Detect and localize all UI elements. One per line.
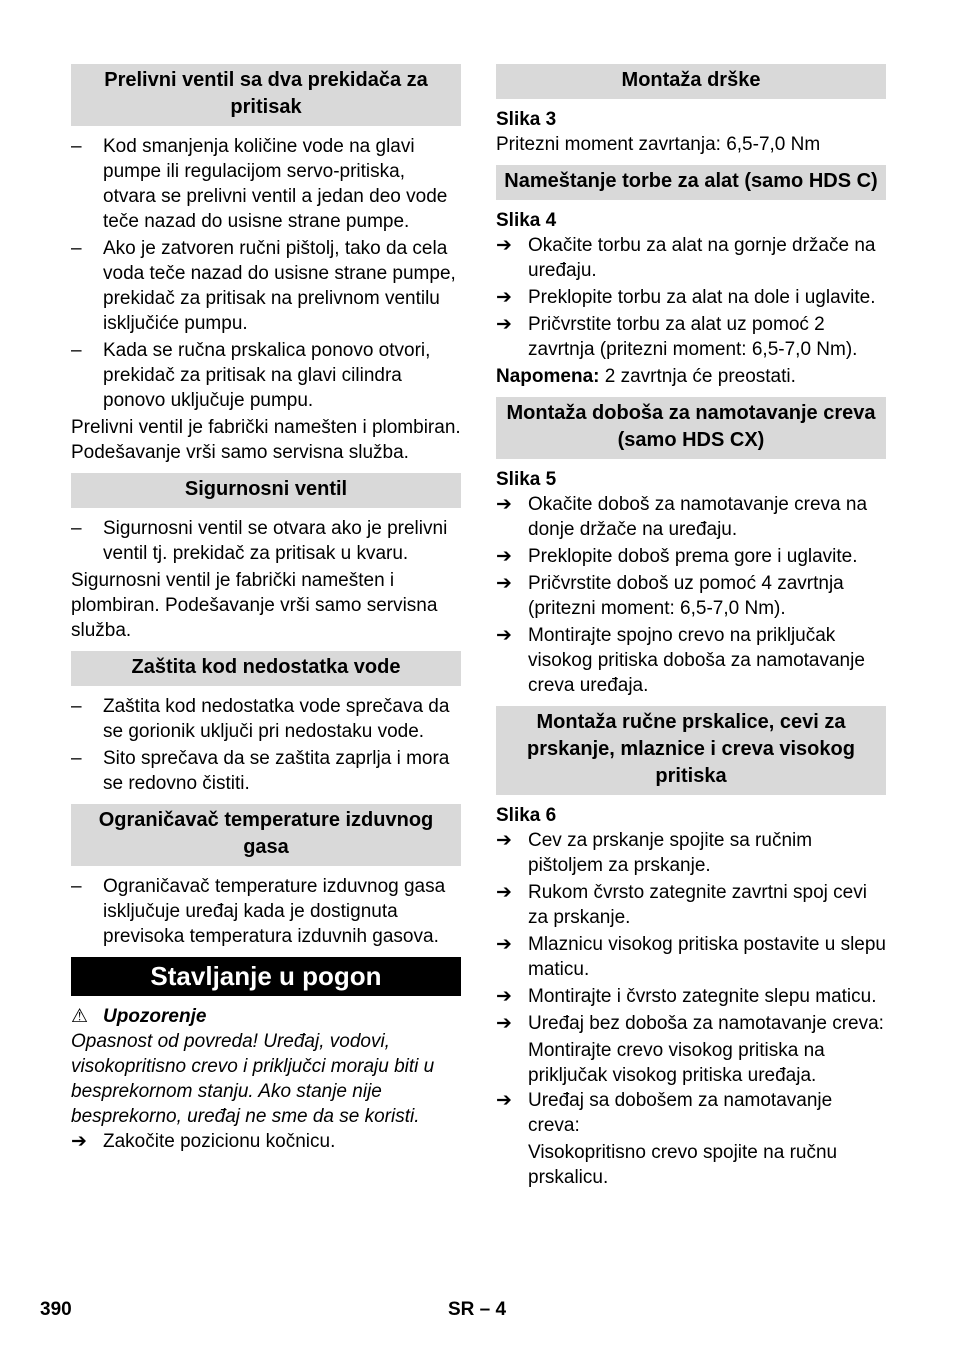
paragraph: Pritezni moment zavrtanja: 6,5-7,0 Nm (496, 134, 821, 155)
note: Napomena: 2 zavrtnja će preostati. (496, 366, 796, 387)
warning-text: Opasnost od povreda! Uređaj, vodovi, visokopritisno crevo i priključci moraju biti u besprekornom stanju. Ako stanje nije besprekorno, uređaj ne sme da se koristi. (71, 1031, 435, 1127)
page-number: 390 (40, 1299, 72, 1320)
chapter-title: Stavljanje u pogon (71, 957, 461, 996)
list-item: – Sito sprečava da se zaštita zaprlja i mora se redovno čistiti. (71, 748, 450, 794)
right-column (496, 64, 886, 1190)
step-item: ➔ Cev za prskanje spojite sa ručnim pištoljem za prskanje. (496, 830, 813, 876)
step-item: ➔ Preklopite torbu za alat na dole i uglavite. (496, 287, 876, 308)
paragraph: Sigurnosni ventil je fabrički namešten i plombiran. Podešavanje vrši samo servisna služba. (71, 570, 438, 641)
step-item: ➔ Preklopite doboš prema gore i uglavite. (496, 546, 858, 567)
heading-water-protection: Zaštita kod nedostatka vode (71, 651, 461, 686)
step-item: ➔ Okačite torbu za alat na gornje držače na uređaju. (496, 235, 876, 281)
arrow-icon: ➔ (496, 1090, 512, 1111)
arrow-icon: ➔ (496, 830, 512, 851)
heading-tool-bag: Nameštanje torbe za alat (samo HDS C) (496, 165, 886, 200)
list-item: – Ograničavač temperature izduvnog gasa isključuje uređaj kada je dostignuta previsoka temperatura izduvnih gasova. (71, 876, 446, 947)
arrow-icon: ➔ (496, 986, 512, 1007)
figure-ref: Slika 5 (496, 469, 557, 490)
arrow-icon: ➔ (496, 1013, 512, 1034)
arrow-icon: ➔ (496, 287, 512, 308)
arrow-icon: ➔ (496, 625, 512, 646)
list-item: – Kod smanjenja količine vode na glavi pumpe ili regulacijom servo-pritiska, otvara se prelivni ventil a jedan deo vode teče nazad do usisne strane pumpe. (71, 136, 448, 232)
step-item: ➔ Mlaznicu visokog pritiska postavite u slepu maticu. (496, 934, 887, 980)
step-continuation: Montirajte crevo visokog pritiska na priključak visokog pritiska uređaja. (528, 1040, 825, 1086)
step-item: ➔ Montirajte spojno crevo na priključak visokog pritiska doboša za namotavanje creva uređaja. (496, 625, 865, 696)
step-item: ➔ Okačite doboš za namotavanje creva na donje držače na uređaju. (496, 494, 868, 540)
heading-hose-reel: Montaža doboša za namotavanje creva (samo HDS CX) (496, 397, 886, 459)
arrow-icon: ➔ (496, 235, 512, 256)
heading-overflow-valve: Prelivni ventil sa dva prekidača za pritisak (71, 64, 461, 126)
step-continuation: Visokopritisno crevo spojite na ručnu prskalicu. (528, 1142, 838, 1188)
warning-heading: ⚠ Upozorenje (71, 1006, 207, 1027)
section-marker: SR – 4 (448, 1299, 507, 1320)
step-item: ➔ Zakočite pozicionu kočnicu. (71, 1131, 336, 1152)
arrow-icon: ➔ (496, 314, 512, 335)
step-item: ➔ Rukom čvrsto zategnite zavrtni spoj cevi za prskanje. (496, 882, 867, 928)
heading-safety-valve: Sigurnosni ventil (71, 473, 461, 508)
step-item: ➔ Pričvrstite torbu za alat uz pomoć 2 zavrtnja (pritezni moment: 6,5-7,0 Nm). (496, 314, 858, 360)
step-item: ➔ Pričvrstite doboš uz pomoć 4 zavrtnja (pritezni moment: 6,5-7,0 Nm). (496, 573, 844, 619)
list-item: – Kada se ručna prskalica ponovo otvori, prekidač za pritisak na glavi cilindra ponovo uključuje pumpu. (71, 340, 431, 411)
paragraph: Prelivni ventil je fabrički namešten i plombiran. Podešavanje vrši samo servisna služba. (71, 417, 461, 463)
warning-icon: ⚠ (71, 1006, 89, 1027)
step-item: ➔ Uređaj sa dobošem za namotavanje creva: (496, 1090, 833, 1136)
arrow-icon: ➔ (71, 1131, 87, 1152)
heading-spray-gun-mount: Montaža ručne prskalice, cevi za prskanje, mlaznice i creva visokog pritiska (496, 706, 886, 795)
arrow-icon: ➔ (496, 573, 512, 594)
arrow-icon: ➔ (496, 882, 512, 903)
heading-exhaust-limiter: Ograničavač temperature izduvnog gasa (71, 804, 461, 866)
figure-ref: Slika 6 (496, 805, 557, 826)
arrow-icon: ➔ (496, 546, 512, 567)
left-column (71, 64, 461, 1156)
list-item: – Sigurnosni ventil se otvara ako je prelivni ventil tj. prekidač za pritisak u kvaru. (71, 518, 448, 564)
list-item: – Zaštita kod nedostatka vode sprečava da se gorionik uključi pri nedostaku vode. (71, 696, 450, 742)
step-item: ➔ Montirajte i čvrsto zategnite slepu maticu. (496, 986, 877, 1007)
list-item: – Ako je zatvoren ručni pištolj, tako da cela voda teče nazad do usisne strane pumpe, prekidač za pritisak na prelivnom ventilu isključiće pumpu. (71, 238, 456, 334)
figure-ref: Slika 4 (496, 210, 557, 231)
arrow-icon: ➔ (496, 934, 512, 955)
arrow-icon: ➔ (496, 494, 512, 515)
step-item: ➔ Uređaj bez doboša za namotavanje creva: (496, 1013, 884, 1034)
heading-handle-mount: Montaža drške (496, 64, 886, 99)
figure-ref: Slika 3 (496, 109, 557, 130)
